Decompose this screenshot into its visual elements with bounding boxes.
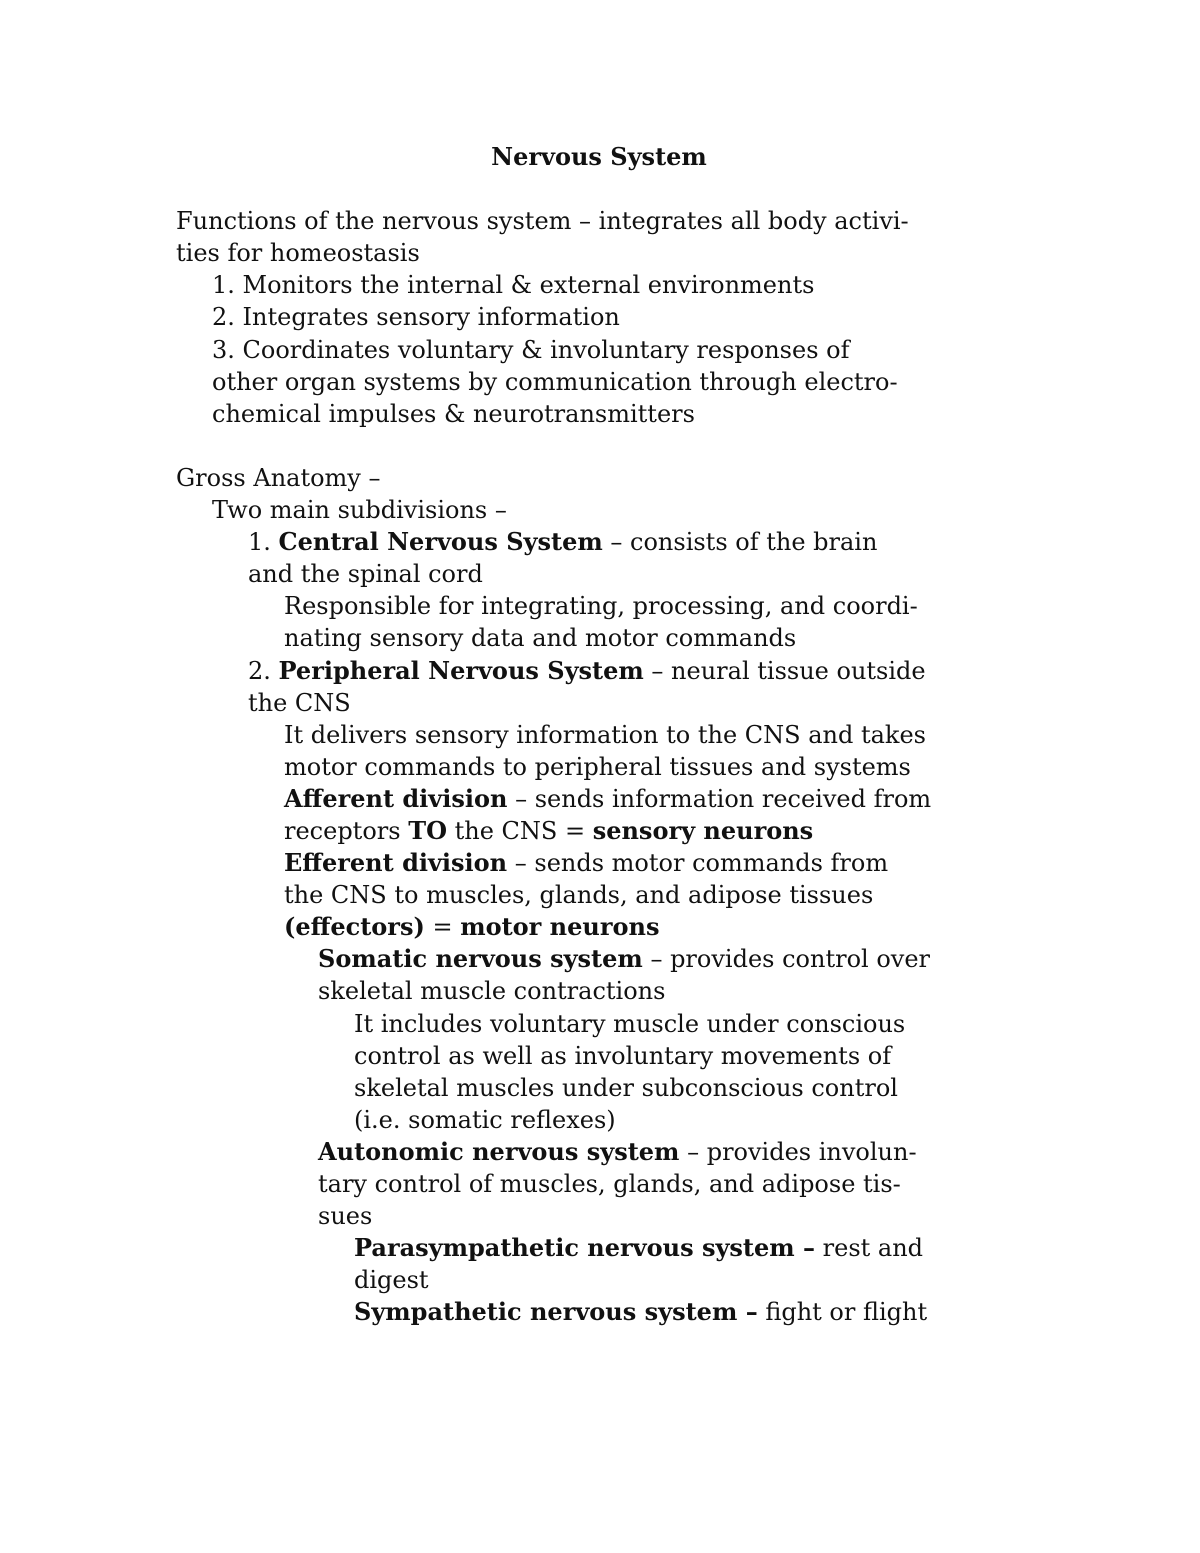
- motor-neurons-term: motor neurons: [460, 912, 660, 942]
- afferent-term: Afferent division: [284, 783, 508, 813]
- function-item-continuation: other organ systems by communication through electro-: [212, 367, 898, 396]
- pns-description-line: motor commands to peripheral tissues and systems: [284, 752, 911, 781]
- sympathetic-term: Sympathetic nervous system –: [354, 1297, 758, 1327]
- function-item: 3. Coordinates voluntary & involuntary responses of: [212, 335, 850, 364]
- cns-responsibility-line: Responsible for integrating, processing, and coordi-: [284, 592, 918, 621]
- equals-sign: =: [424, 913, 461, 942]
- cns-definition-continuation: and the spinal cord: [248, 560, 483, 589]
- cns-line: [176, 526, 1036, 558]
- afferent-text: receptors: [284, 816, 409, 845]
- autonomic-line: [176, 1136, 1036, 1168]
- page-title: Nervous System: [491, 142, 707, 171]
- cns-responsibility-line: nating sensory data and motor commands: [284, 624, 797, 653]
- afferent-text: the CNS =: [446, 816, 593, 845]
- somatic-term: Somatic nervous system: [318, 944, 643, 974]
- efferent-term: Efferent division: [284, 848, 508, 878]
- pns-description-line: It delivers sensory information to the CNS and takes: [284, 720, 926, 749]
- sympathetic-definition: fight or flight: [757, 1298, 928, 1327]
- somatic-includes-line: skeletal muscles under subconscious control: [354, 1073, 898, 1102]
- afferent-continuation: [176, 815, 1036, 847]
- parasympathetic-line: [176, 1232, 1036, 1264]
- functions-intro-line: Functions of the nervous system – integrates all body activi-: [176, 207, 909, 236]
- efferent-continuation: [176, 911, 1036, 943]
- afferent-definition: – sends information received from: [507, 784, 932, 813]
- document-body: [176, 141, 1036, 1328]
- spacer: [176, 430, 1036, 462]
- cns-number: 1.: [248, 528, 279, 557]
- pns-definition: – neural tissue outside: [643, 656, 926, 685]
- somatic-continuation: skeletal muscle contractions: [318, 977, 666, 1006]
- parasympathetic-continuation: digest: [354, 1266, 429, 1295]
- efferent-definition: – sends motor commands from: [507, 849, 889, 878]
- afferent-to-emphasis: TO: [408, 815, 447, 845]
- somatic-includes-line: It includes voluntary muscle under conscious: [354, 1009, 906, 1038]
- somatic-line: [176, 943, 1036, 975]
- sympathetic-line: [176, 1296, 1036, 1328]
- efferent-line: [176, 847, 1036, 879]
- autonomic-continuation: sues: [318, 1202, 373, 1231]
- subdivisions-line: Two main subdivisions –: [212, 496, 507, 525]
- somatic-definition: – provides control over: [642, 945, 931, 974]
- pns-number: 2.: [248, 656, 279, 685]
- parasympathetic-definition: rest and: [815, 1234, 924, 1263]
- function-item: 2. Integrates sensory information: [212, 303, 620, 332]
- afferent-line: [176, 783, 1036, 815]
- functions-intro-line: ties for homeostasis: [176, 239, 420, 268]
- cns-term: Central Nervous System: [278, 527, 603, 557]
- function-item-continuation: chemical impulses & neurotransmitters: [212, 399, 695, 428]
- effectors-term: (effectors): [284, 912, 425, 942]
- somatic-includes-line: (i.e. somatic reflexes): [354, 1105, 616, 1134]
- pns-term: Peripheral Nervous System: [278, 655, 644, 685]
- sensory-neurons-term: sensory neurons: [592, 815, 814, 845]
- cns-definition: – consists of the brain: [602, 528, 878, 557]
- autonomic-continuation: tary control of muscles, glands, and adipose tis-: [318, 1170, 901, 1198]
- pns-definition-continuation: the CNS: [248, 688, 351, 717]
- parasympathetic-term: Parasympathetic nervous system –: [354, 1233, 816, 1263]
- function-item: 1. Monitors the internal & external environments: [212, 271, 815, 300]
- spacer: [176, 173, 1036, 205]
- somatic-includes-line: control as well as involuntary movements of: [354, 1041, 892, 1070]
- efferent-continuation: the CNS to muscles, glands, and adipose tissues: [284, 881, 874, 910]
- autonomic-term: Autonomic nervous system: [318, 1136, 680, 1166]
- section-heading: Gross Anatomy –: [176, 463, 381, 492]
- autonomic-definition: – provides involun-: [679, 1137, 917, 1166]
- pns-line: [176, 655, 1036, 687]
